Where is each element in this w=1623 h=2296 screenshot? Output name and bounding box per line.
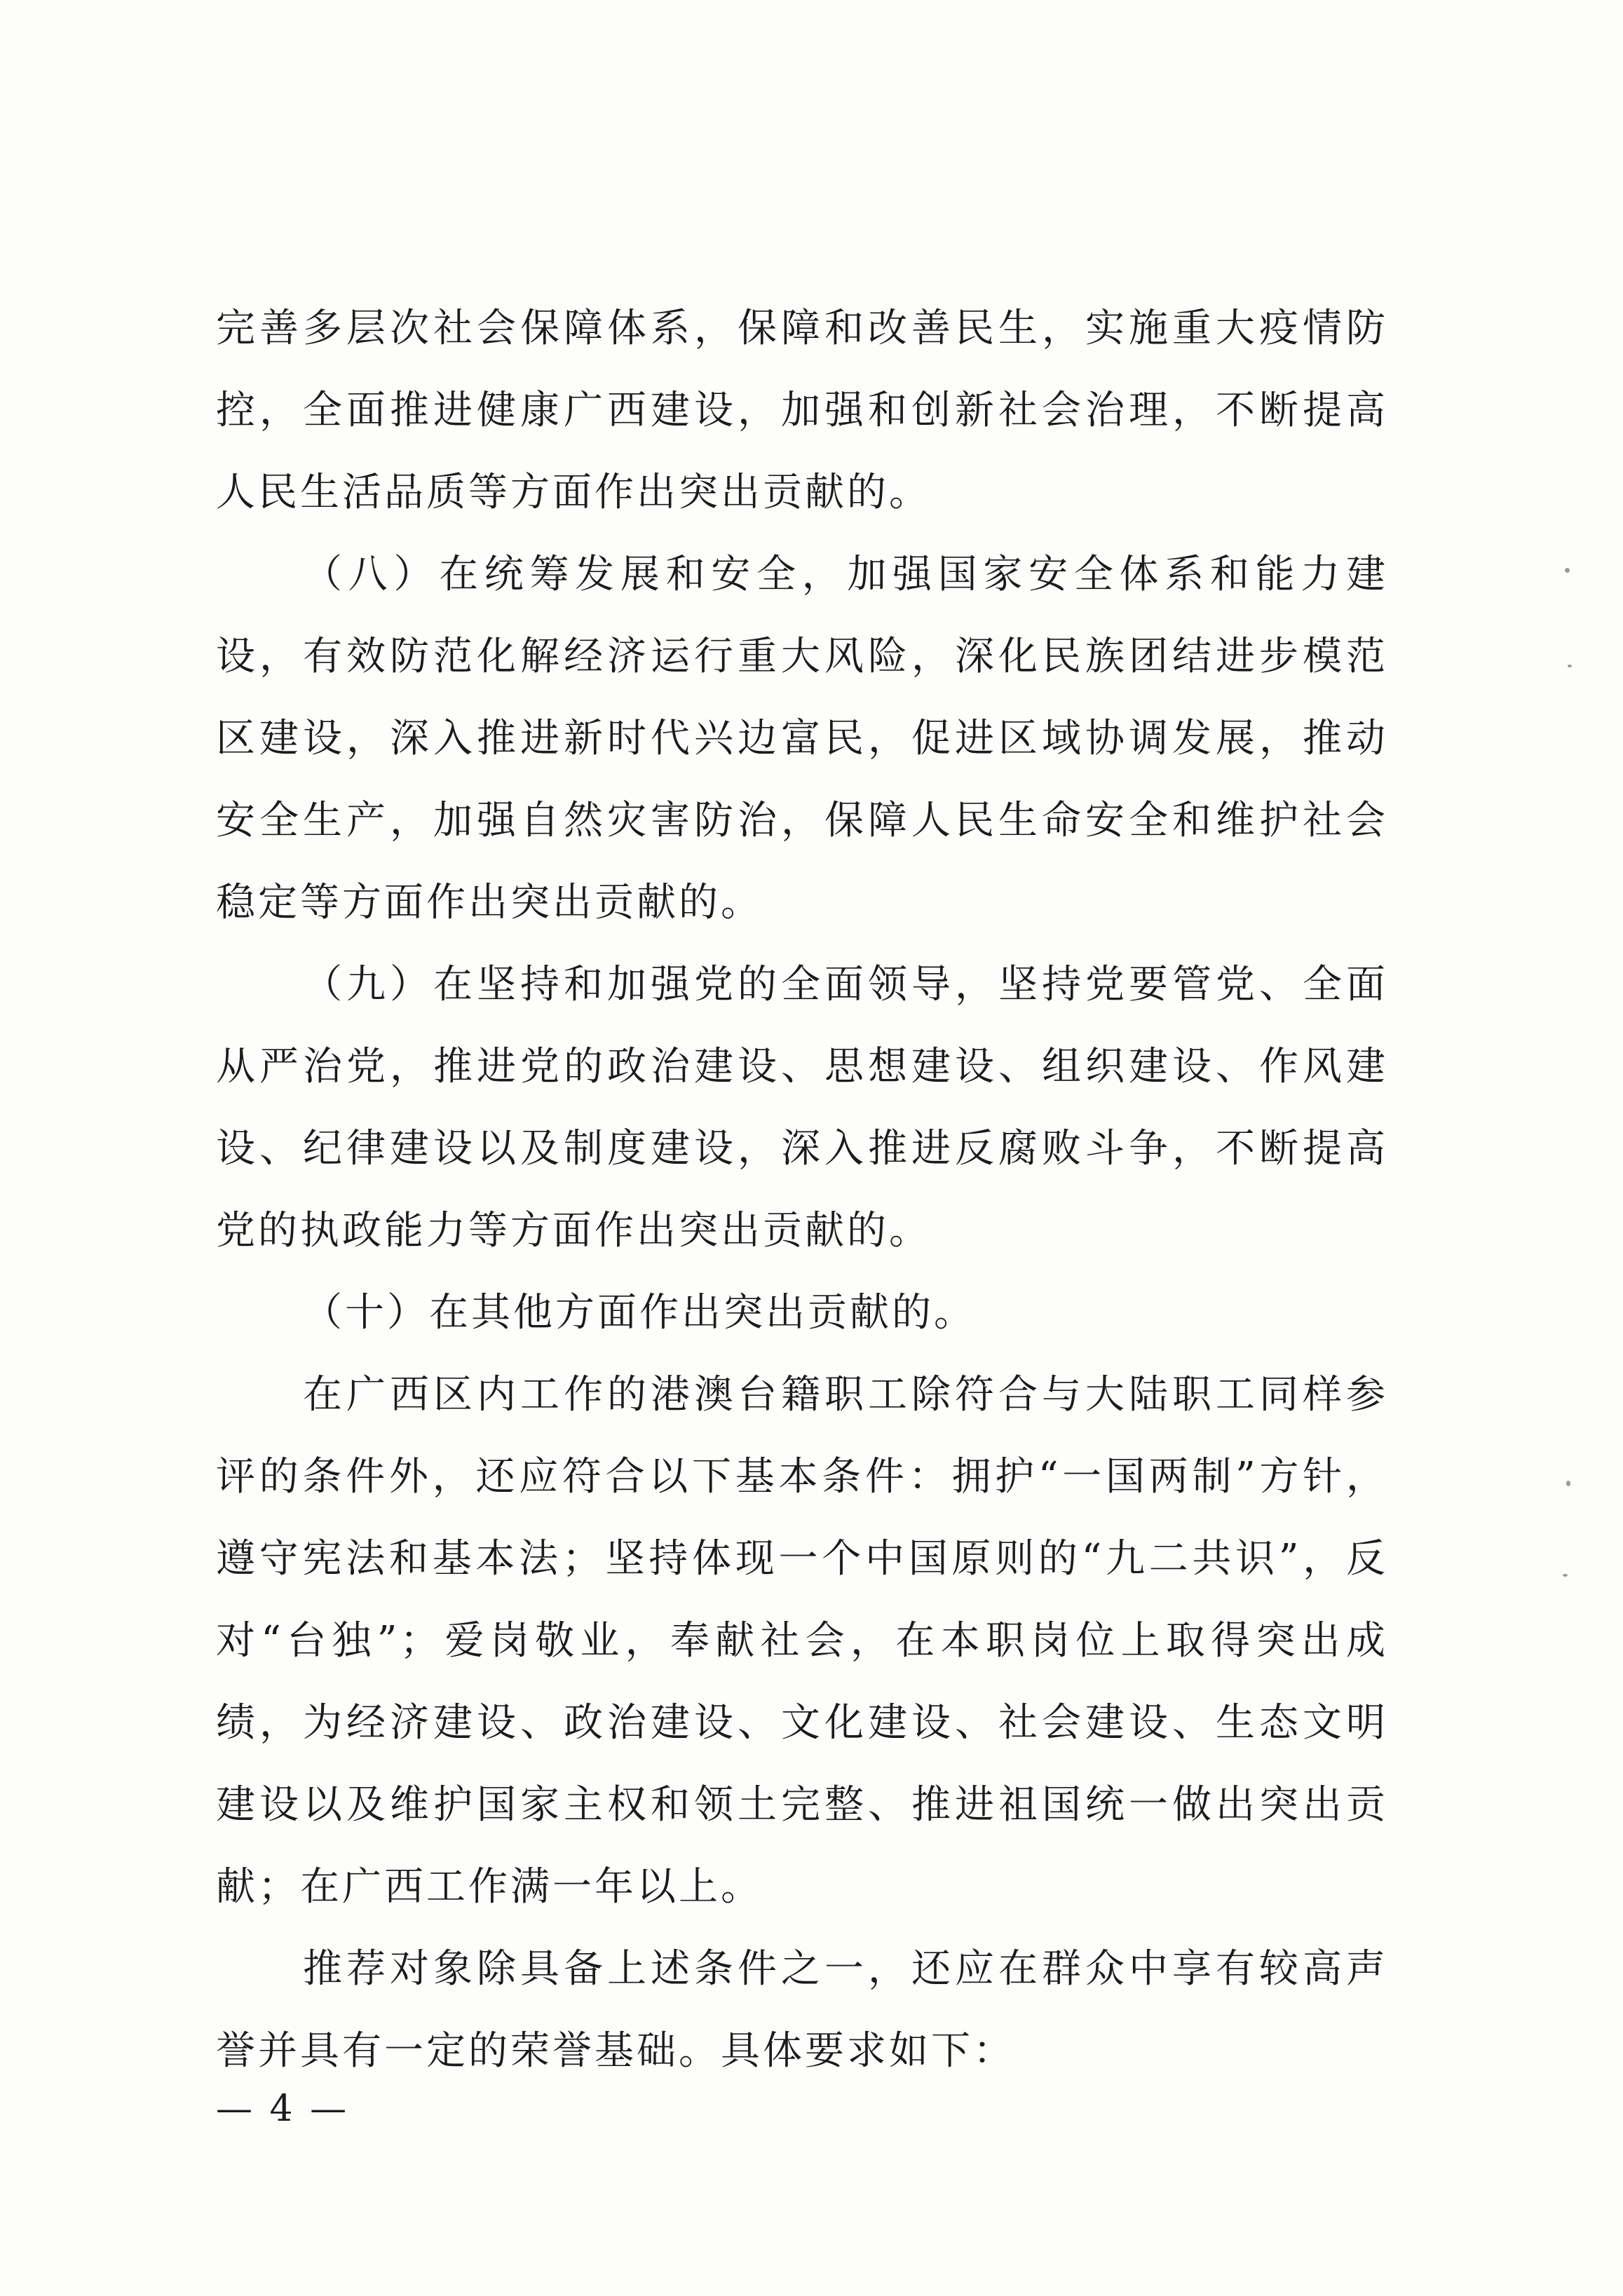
paragraph-4: （十）在其他方面作出突出贡献的。 [303,1290,976,1336]
paragraph-3: （九）在坚持和加强党的全面领导，坚持党要管党、全面从严治党，推进党的政治建设、思想建设、组织建设、作风建设、纪律建设以及制度建设，深入推进反腐败斗争，不断提高党的执政能力等方面作出突出贡献的。 [216,962,1388,1254]
paragraph-5: 在广西区内工作的港澳台籍职工除符合与大陆职工同样参评的条件外，还应符合以下基本条件：拥护“一国两制”方针，遵守宪法和基本法；坚持体现一个中国原则的“九二共识”，反对“台独”；爱岗敬业，奉献社会，在本职岗位上取得突出成绩，为经济建设、政治建设、文化建设、社会建设、生态文明建设以及维护国家主权和领土完整、推进祖国统一做出突出贡献；在广西工作满一年以上。 [216,1372,1388,1910]
paragraph-6: 推荐对象除具备上述条件之一，还应在群众中享有较高声誉并具有一定的荣誉基础。具体要求如下： [216,1946,1388,2074]
scan-speck [1565,568,1570,573]
scan-speck [1563,1574,1568,1577]
page-number: — 4 — [216,2088,350,2130]
paragraph-1: 完善多层次社会保障体系，保障和改善民生，实施重大疫情防控，全面推进健康广西建设，加强和创新社会治理，不断提高人民生活品质等方面作出突出贡献的。 [216,306,1388,515]
paragraph-2: （八）在统筹发展和安全，加强国家安全体系和能力建设，有效防范化解经济运行重大风险，深化民族团结进步模范区建设，深入推进新时代兴边富民，促进区域协调发展，推动安全生产，加强自然灾害防治，保障人民生命安全和维护社会稳定等方面作出突出贡献的。 [216,552,1388,925]
scan-speck [1566,1481,1570,1486]
scan-speck [1568,665,1572,667]
document-body [216,287,1388,2092]
